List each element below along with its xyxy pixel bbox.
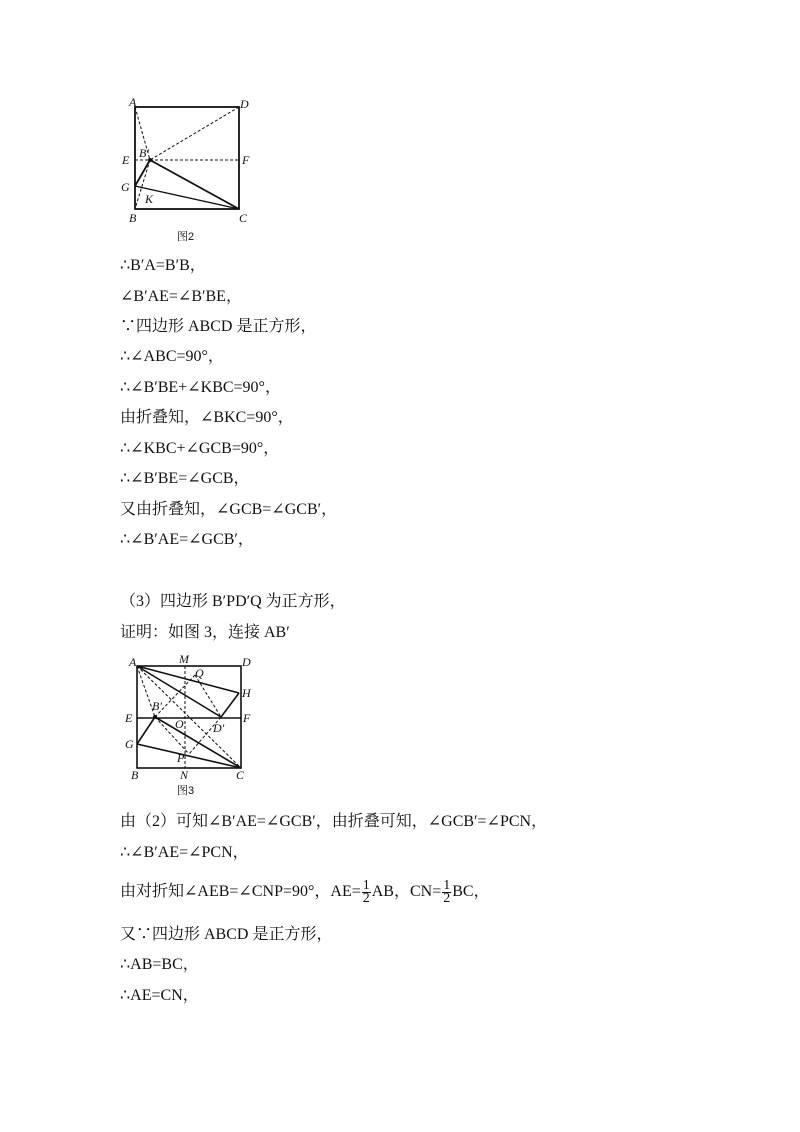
label-n: N: [180, 768, 189, 782]
dotted-line-ac: [137, 666, 241, 768]
fraction-denominator: 2: [362, 891, 370, 906]
text-line-3: ∵四边形 ABCD 是正方形，: [120, 318, 317, 335]
text-line-12: 证明：如图 3，连接 AB′: [120, 624, 290, 641]
figure-2-caption: 图2: [177, 231, 195, 243]
fraction-numerator: 1: [362, 878, 370, 893]
label-m: M: [179, 652, 189, 666]
label-b: B: [131, 768, 139, 782]
label-b-prime: B′: [152, 699, 162, 713]
label-q: Q: [195, 666, 204, 680]
text-line-14: ∴∠B′AE=∠PCN，: [120, 844, 249, 861]
label-d: D: [242, 655, 251, 669]
text-line-10: ∴∠B′AE=∠GCB′，: [120, 531, 254, 548]
label-d-prime: D′: [213, 721, 225, 735]
text-line-8: ∴∠B′BE=∠GCB，: [120, 470, 250, 487]
label-e: E: [122, 153, 130, 167]
text-line-4: ∴∠ABC=90°，: [120, 348, 224, 365]
line-bc: [150, 160, 239, 209]
text-line-13: 由（2）可知∠B′AE=∠GCB′，由折叠可知，∠GCB′=∠PCN，: [120, 813, 548, 830]
line-bc: [155, 717, 241, 768]
label-p: P: [177, 751, 185, 765]
label-f: F: [243, 711, 251, 725]
dotted-line-db: [150, 107, 239, 160]
line15-part-c: BC，: [452, 883, 490, 901]
label-g: G: [121, 180, 130, 194]
point-b-prime: [153, 715, 157, 719]
figure-3-caption: 图3: [177, 785, 195, 797]
fraction-one-half-2: [442, 880, 451, 905]
fraction-numerator: 1: [443, 878, 451, 893]
text-line-16: 又∵四边形 ABCD 是正方形，: [120, 926, 333, 943]
label-f: F: [242, 153, 250, 167]
text-line-6: 由折叠知，∠BKC=90°，: [120, 409, 294, 426]
text-line-2: ∠B′AE=∠B′BE，: [120, 288, 242, 305]
label-k: K: [145, 192, 154, 206]
fraction-denominator: 2: [443, 891, 451, 906]
line-gb: [137, 717, 155, 744]
label-b: B: [129, 211, 137, 225]
text-line-9: 又由折叠知，∠GCB=∠GCB′，: [120, 501, 338, 518]
label-h: H: [242, 686, 251, 700]
figure-3-diagram: [115, 650, 265, 800]
label-a: A: [129, 95, 137, 109]
line-gc: [137, 744, 241, 768]
label-e: E: [125, 711, 133, 725]
fraction-one-half-1: [362, 880, 371, 905]
label-c: C: [239, 211, 248, 225]
figure-2: [115, 95, 265, 245]
text-line-5: ∴∠B′BE+∠KBC=90°，: [120, 379, 281, 396]
label-c: C: [236, 768, 245, 782]
label-o: O: [175, 717, 184, 731]
label-d: D: [240, 97, 249, 111]
label-g: G: [125, 737, 134, 751]
figure-3: [115, 650, 265, 800]
line-hd: [221, 693, 239, 717]
dotted-line-qd: [195, 675, 221, 717]
label-b-prime: B′: [139, 146, 149, 160]
label-a: A: [129, 655, 137, 669]
text-line-11: （3）四边形 B′PD′Q 为正方形，: [120, 593, 346, 610]
line15-part-a: 由对折知∠AEB=∠CNP=90°，AE=: [120, 883, 361, 901]
text-line-1: ∴B′A=B′B，: [120, 257, 206, 274]
line15-part-b: AB，CN=: [371, 883, 442, 901]
figure-2-diagram: [115, 95, 265, 245]
text-line-17: ∴AB=BC，: [120, 956, 199, 973]
text-line-15: [120, 880, 490, 905]
text-line-7: ∴∠KBC+∠GCB=90°，: [120, 440, 280, 457]
line-ah: [137, 666, 239, 693]
text-line-18: ∴AE=CN，: [120, 987, 199, 1004]
dotted-line-bp: [155, 717, 189, 754]
line-gb: [135, 160, 150, 186]
